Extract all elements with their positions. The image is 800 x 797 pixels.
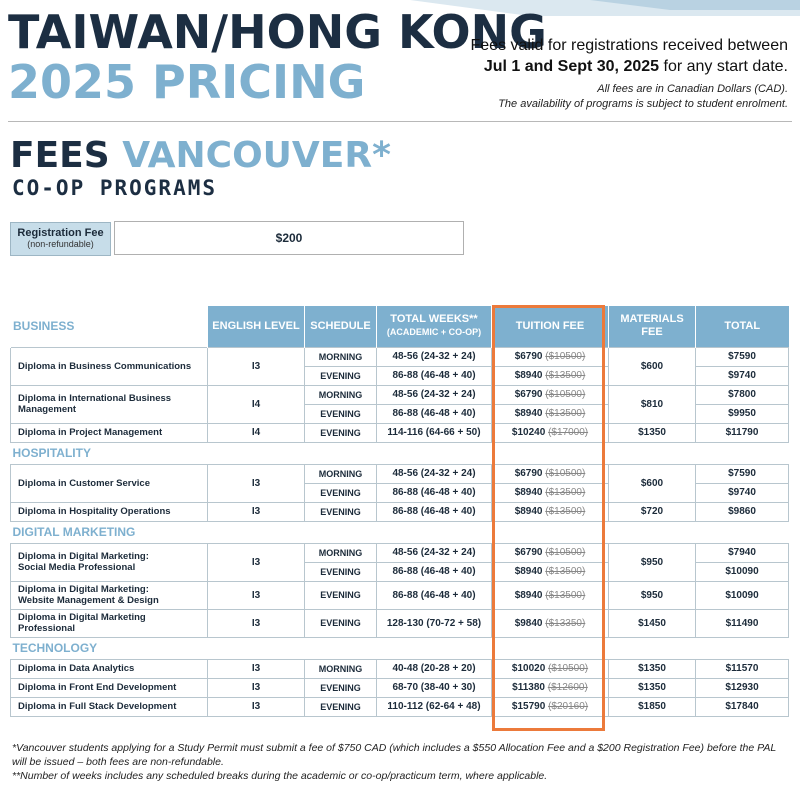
total-fee: $7800 [696,385,789,404]
tuition-current: $8940 [514,566,543,577]
coop-subtitle: CO-OP PROGRAMS [12,176,218,200]
schedule: EVENING [305,483,377,502]
section-row [11,442,789,464]
weeks: 40-48 (20-28 + 20) [377,659,492,678]
program-name [11,609,208,637]
table-row [11,423,789,442]
footnote-weeks: **Number of weeks includes any scheduled breaks during the academic or co-op/practicum term, where applicable. [12,770,548,782]
tuition-fee [492,678,609,697]
english-level: I3 [208,609,305,637]
tuition-current: $11380 [512,682,545,693]
total-fee: $10090 [696,581,789,609]
tuition-fee [492,464,609,483]
total-fee: $12930 [696,678,789,697]
tuition-original: ($13500) [545,506,586,517]
schedule: EVENING [305,404,377,423]
tuition-fee [492,423,609,442]
tuition-original: ($13500) [545,408,586,419]
table-row [11,697,789,716]
program-name [11,543,208,581]
program-name: Diploma in Project Management [11,423,208,442]
table-row [11,502,789,521]
total-fee: $11490 [696,609,789,637]
table-header-row [11,306,789,347]
materials-fee: $950 [609,581,696,609]
materials-fee: $1850 [609,697,696,716]
tuition-original: ($13500) [545,589,586,601]
program-name-l1: Diploma in Digital Marketing [18,612,146,623]
schedule: EVENING [305,609,377,637]
city-name: VANCOUVER* [122,135,391,176]
total-fee: $17840 [696,697,789,716]
total-fee: $10090 [696,562,789,581]
tuition-current: $6790 [514,389,543,400]
weeks: 48-56 (24-32 + 24) [377,543,492,562]
english-level: I3 [208,697,305,716]
weeks: 86-88 (46-48 + 40) [377,581,492,609]
registration-fee-title: Registration Fee [17,227,104,239]
notes [498,82,788,112]
header-total-weeks-l2: (ACADEMIC + CO-OP) [386,327,482,338]
tuition-original: ($12600) [547,682,588,693]
english-level: I3 [208,543,305,581]
english-level: I3 [208,464,305,502]
program-name: Diploma in Data Analytics [11,659,208,678]
total-fee: $7590 [696,464,789,483]
schedule: EVENING [305,502,377,521]
tuition-fee [492,366,609,385]
weeks: 114-116 (64-66 + 50) [377,423,492,442]
weeks: 86-88 (46-48 + 40) [377,366,492,385]
schedule: EVENING [305,678,377,697]
section-digital-marketing: DIGITAL MARKETING [11,521,789,543]
tuition-original: ($13500) [545,487,586,498]
tuition-fee [492,659,609,678]
total-fee: $9740 [696,366,789,385]
registration-fee-value: $200 [114,221,464,255]
english-level: I3 [208,502,305,521]
section-row [11,637,789,659]
materials-fee: $1350 [609,659,696,678]
tuition-fee [492,385,609,404]
tuition-current: $8940 [514,408,543,419]
tuition-fee [492,404,609,423]
english-level: I3 [208,347,305,385]
schedule: MORNING [305,659,377,678]
schedule: EVENING [305,562,377,581]
schedule: EVENING [305,581,377,609]
header-english-level: ENGLISH LEVEL [208,306,305,347]
tuition-current: $6790 [514,547,543,558]
materials-fee: $600 [609,347,696,385]
page-subtitle: 2025 PRICING [8,55,366,109]
fees-heading [10,136,391,176]
program-name: Diploma in Hospitality Operations [11,502,208,521]
tuition-current: $8940 [514,487,543,498]
program-name-l1: Diploma in Digital Marketing: [18,551,149,562]
tuition-original: ($10500) [545,389,586,400]
header-tuition: TUITION FEE [492,306,609,347]
section-hospitality: HOSPITALITY [11,442,789,464]
materials-fee: $810 [609,385,696,423]
english-level: I3 [208,581,305,609]
weeks: 48-56 (24-32 + 24) [377,385,492,404]
materials-fee: $1350 [609,423,696,442]
section-technology: TECHNOLOGY [11,637,789,659]
table-row [11,581,789,609]
tuition-original: ($10500) [545,351,586,362]
weeks: 86-88 (46-48 + 40) [377,483,492,502]
table-row [11,464,789,483]
table-row [11,543,789,562]
program-name-l2: Social Media Professional [18,562,136,573]
availability-note: The availability of programs is subject to student enrolment. [498,98,788,110]
tuition-original: ($13500) [545,566,586,577]
total-fee: $11570 [696,659,789,678]
header-total-weeks [377,306,492,347]
table-row [11,609,789,637]
weeks: 86-88 (46-48 + 40) [377,562,492,581]
weeks: 48-56 (24-32 + 24) [377,347,492,366]
weeks: 128-130 (70-72 + 58) [377,609,492,637]
program-name: Diploma in International Business Management [11,385,208,423]
program-name-l1: Diploma in Digital Marketing: [18,584,149,595]
header-schedule: SCHEDULE [305,306,377,347]
tuition-fee [492,347,609,366]
schedule: EVENING [305,423,377,442]
schedule: MORNING [305,543,377,562]
tuition-fee [492,697,609,716]
schedule: MORNING [305,347,377,366]
header-total: TOTAL [696,306,789,347]
tuition-original: ($20160) [548,701,589,712]
tuition-current: $10020 [511,663,546,674]
english-level: I4 [208,385,305,423]
tuition-current: $10240 [511,427,546,438]
validity-text [471,35,789,77]
total-fee: $11790 [696,423,789,442]
table-row [11,385,789,404]
tuition-fee [492,483,609,502]
registration-fee-sublabel: (non-refundable) [27,239,94,249]
weeks: 86-88 (46-48 + 40) [377,502,492,521]
materials-fee: $720 [609,502,696,521]
tuition-original: ($17000) [548,427,589,438]
weeks: 110-112 (62-64 + 48) [377,697,492,716]
materials-fee: $950 [609,543,696,581]
materials-fee: $1350 [609,678,696,697]
total-fee: $7590 [696,347,789,366]
schedule: EVENING [305,366,377,385]
schedule: EVENING [305,697,377,716]
weeks: 86-88 (46-48 + 40) [377,404,492,423]
table-row [11,659,789,678]
tuition-original: ($10500) [545,547,586,558]
program-name [11,581,208,609]
english-level: I3 [208,659,305,678]
validity-line1: Fees valid for registrations received between [470,37,788,54]
total-fee: $7940 [696,543,789,562]
page-title: TAIWAN/HONG KONG [8,5,547,59]
header-materials: MATERIALS FEE [609,306,696,347]
fees-word: FEES [10,135,110,176]
weeks: 68-70 (38-40 + 30) [377,678,492,697]
tuition-current: $8940 [514,589,543,601]
tuition-original: ($13350) [545,617,586,629]
materials-fee: $1450 [609,609,696,637]
program-name: Diploma in Business Communications [11,347,208,385]
schedule: MORNING [305,464,377,483]
footnote-study-permit: *Vancouver students applying for a Study Permit must submit a fee of $750 CAD (which includes a $550 Allocation Fee and a $200 Registration Fee) before the PAL will be issued – both fees are non-refundable. [12,742,777,768]
tuition-current: $15790 [511,701,546,712]
materials-fee: $600 [609,464,696,502]
section-business: BUSINESS [11,306,208,347]
program-name: Diploma in Front End Development [11,678,208,697]
tuition-fee [492,562,609,581]
registration-fee-label [10,222,111,256]
program-name-l2: Professional [18,623,76,634]
section-row [11,521,789,543]
divider [8,121,792,122]
schedule: MORNING [305,385,377,404]
footnotes [12,741,788,783]
table-row [11,678,789,697]
english-level: I4 [208,423,305,442]
header-total-weeks-l1: TOTAL WEEKS** [390,313,478,326]
tuition-current: $8940 [514,506,543,517]
program-name: Diploma in Customer Service [11,464,208,502]
total-fee: $9950 [696,404,789,423]
tuition-fee [492,609,609,637]
total-fee: $9860 [696,502,789,521]
tuition-original: ($13500) [545,370,586,381]
program-name-l2: Website Management & Design [18,595,159,606]
tuition-original: ($10500) [545,468,586,479]
tuition-current: $6790 [514,468,543,479]
tuition-fee [492,581,609,609]
tuition-original: ($10500) [548,663,589,674]
currency-note: All fees are in Canadian Dollars (CAD). [597,83,788,95]
tuition-current: $9840 [514,617,543,629]
fees-table [10,306,789,717]
table-row [11,347,789,366]
tuition-current: $8940 [514,370,543,381]
tuition-fee [492,502,609,521]
validity-dates: Jul 1 and Sept 30, 2025 [483,58,660,75]
weeks: 48-56 (24-32 + 24) [377,464,492,483]
total-fee: $9740 [696,483,789,502]
tuition-fee [492,543,609,562]
english-level: I3 [208,678,305,697]
program-name: Diploma in Full Stack Development [11,697,208,716]
validity-suffix: for any start date. [659,58,788,75]
tuition-current: $6790 [514,351,543,362]
